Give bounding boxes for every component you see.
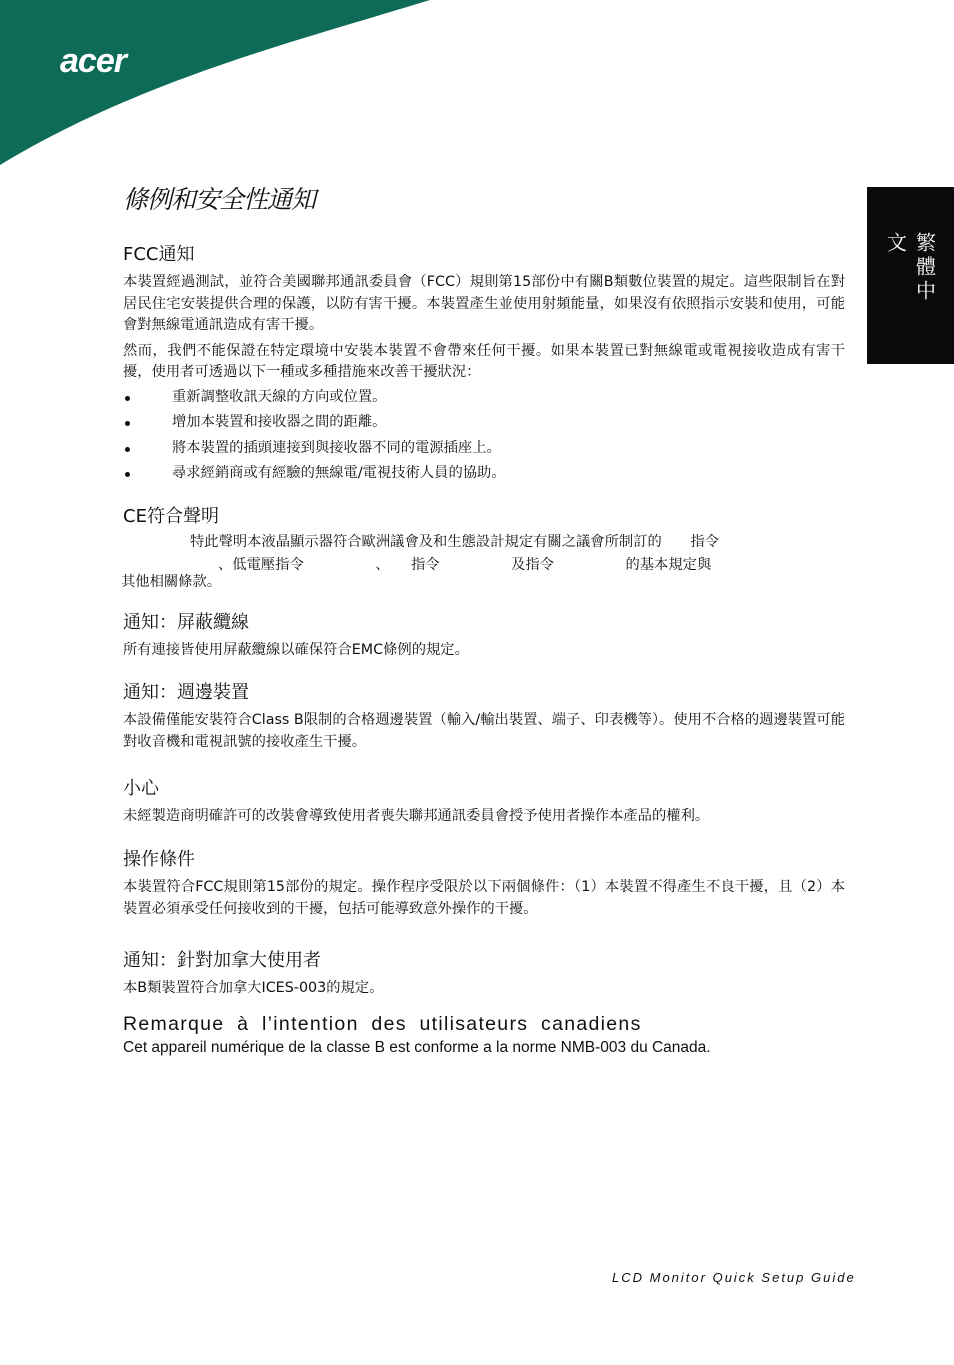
french-heading: Remarque à l’intention des utilisateurs canadiens — [123, 1013, 642, 1035]
peripheral-section — [123, 678, 845, 753]
page-title: 條例和安全性通知 — [123, 185, 316, 214]
ce-line-1: 特此聲明本液晶顯示器符合歐洲議會及和生態設計規定有關之議會所制訂的 指令 — [190, 534, 719, 550]
list-item: 增加本裝置和接收器之間的距離。 — [123, 410, 845, 436]
operating-section — [123, 845, 845, 920]
acer-logo: acer — [60, 42, 126, 80]
footer-guide-title: LCD Monitor Quick Setup Guide — [612, 1270, 856, 1285]
caution-section — [123, 774, 845, 828]
ce-section — [123, 502, 845, 594]
caution-text: 未經製造商明確許可的改裝會導致使用者喪失聯邦通訊委員會授予使用者操作本產品的權利。 — [123, 808, 710, 824]
french-section — [123, 1013, 845, 1056]
fcc-measures-list — [123, 385, 845, 487]
operating-heading: 操作條件 — [123, 849, 195, 870]
caution-heading: 小心 — [123, 778, 159, 799]
list-item: 重新調整收訊天線的方向或位置。 — [123, 385, 845, 411]
french-text: Cet appareil numérique de la classe B est conforme a la norme NMB-003 du Canada. — [123, 1039, 711, 1056]
language-tab — [867, 187, 954, 364]
canada-section — [123, 946, 845, 1000]
fcc-section — [123, 240, 845, 487]
operating-text: 本裝置符合FCC規則第15部份的規定。操作程序受限於以下兩個條件：（1）本裝置不得產生不良干擾，且（2）本裝置必須承受任何接收到的干擾，包括可能導致意外操作的干擾。 — [123, 879, 845, 917]
list-item: 將本裝置的插頭連接到與接收器不同的電源插座上。 — [123, 436, 845, 462]
ce-line-2: 、低電壓指令 、 指令 及指令 的基本規定與 — [218, 556, 712, 573]
header-band — [0, 0, 430, 165]
shielded-text: 所有連接皆使用屏蔽纜線以確保符合EMC條例的規定。 — [123, 642, 469, 658]
ce-heading: CE符合聲明 — [123, 506, 219, 527]
language-tab-label: 繁體中文 — [883, 231, 937, 304]
canada-heading: 通知：針對加拿大使用者 — [123, 950, 321, 971]
list-item: 尋求經銷商或有經驗的無線電/電視技術人員的協助。 — [123, 461, 845, 487]
fcc-paragraph-1: 本裝置經過測試，並符合美國聯邦通訊委員會（FCC）規則第15部份中有關B類數位裝置的規定。這些限制旨在對居民住宅安裝提供合理的保護，以防有害干擾。本裝置產生並使用射頻能量，如果沒有依照指示安裝和使用，可能會對無線電通訊造成有害干擾。 — [123, 274, 845, 333]
fcc-heading: FCC通知 — [123, 244, 195, 265]
peripheral-text: 本設備僅能安裝符合Class B限制的合格週邊裝置（輸入/輸出裝置、端子、印表機等）。使用不合格的週邊裝置可能對收音機和電視訊號的接收產生干擾。 — [123, 712, 845, 750]
shielded-section — [123, 608, 845, 662]
ce-line-3: 其他相關條款。 — [121, 574, 222, 590]
canada-text: 本B類裝置符合加拿大ICES-003的規定。 — [123, 980, 384, 996]
peripheral-heading: 通知：週邊裝置 — [123, 682, 249, 703]
header-decoration — [0, 0, 954, 175]
fcc-paragraph-2: 然而，我們不能保證在特定環境中安裝本裝置不會帶來任何干擾。如果本裝置已對無線電或電視接收造成有害干擾，使用者可透過以下一種或多種措施來改善干擾狀況： — [123, 342, 845, 380]
shielded-heading: 通知：屏蔽纜線 — [123, 612, 249, 633]
